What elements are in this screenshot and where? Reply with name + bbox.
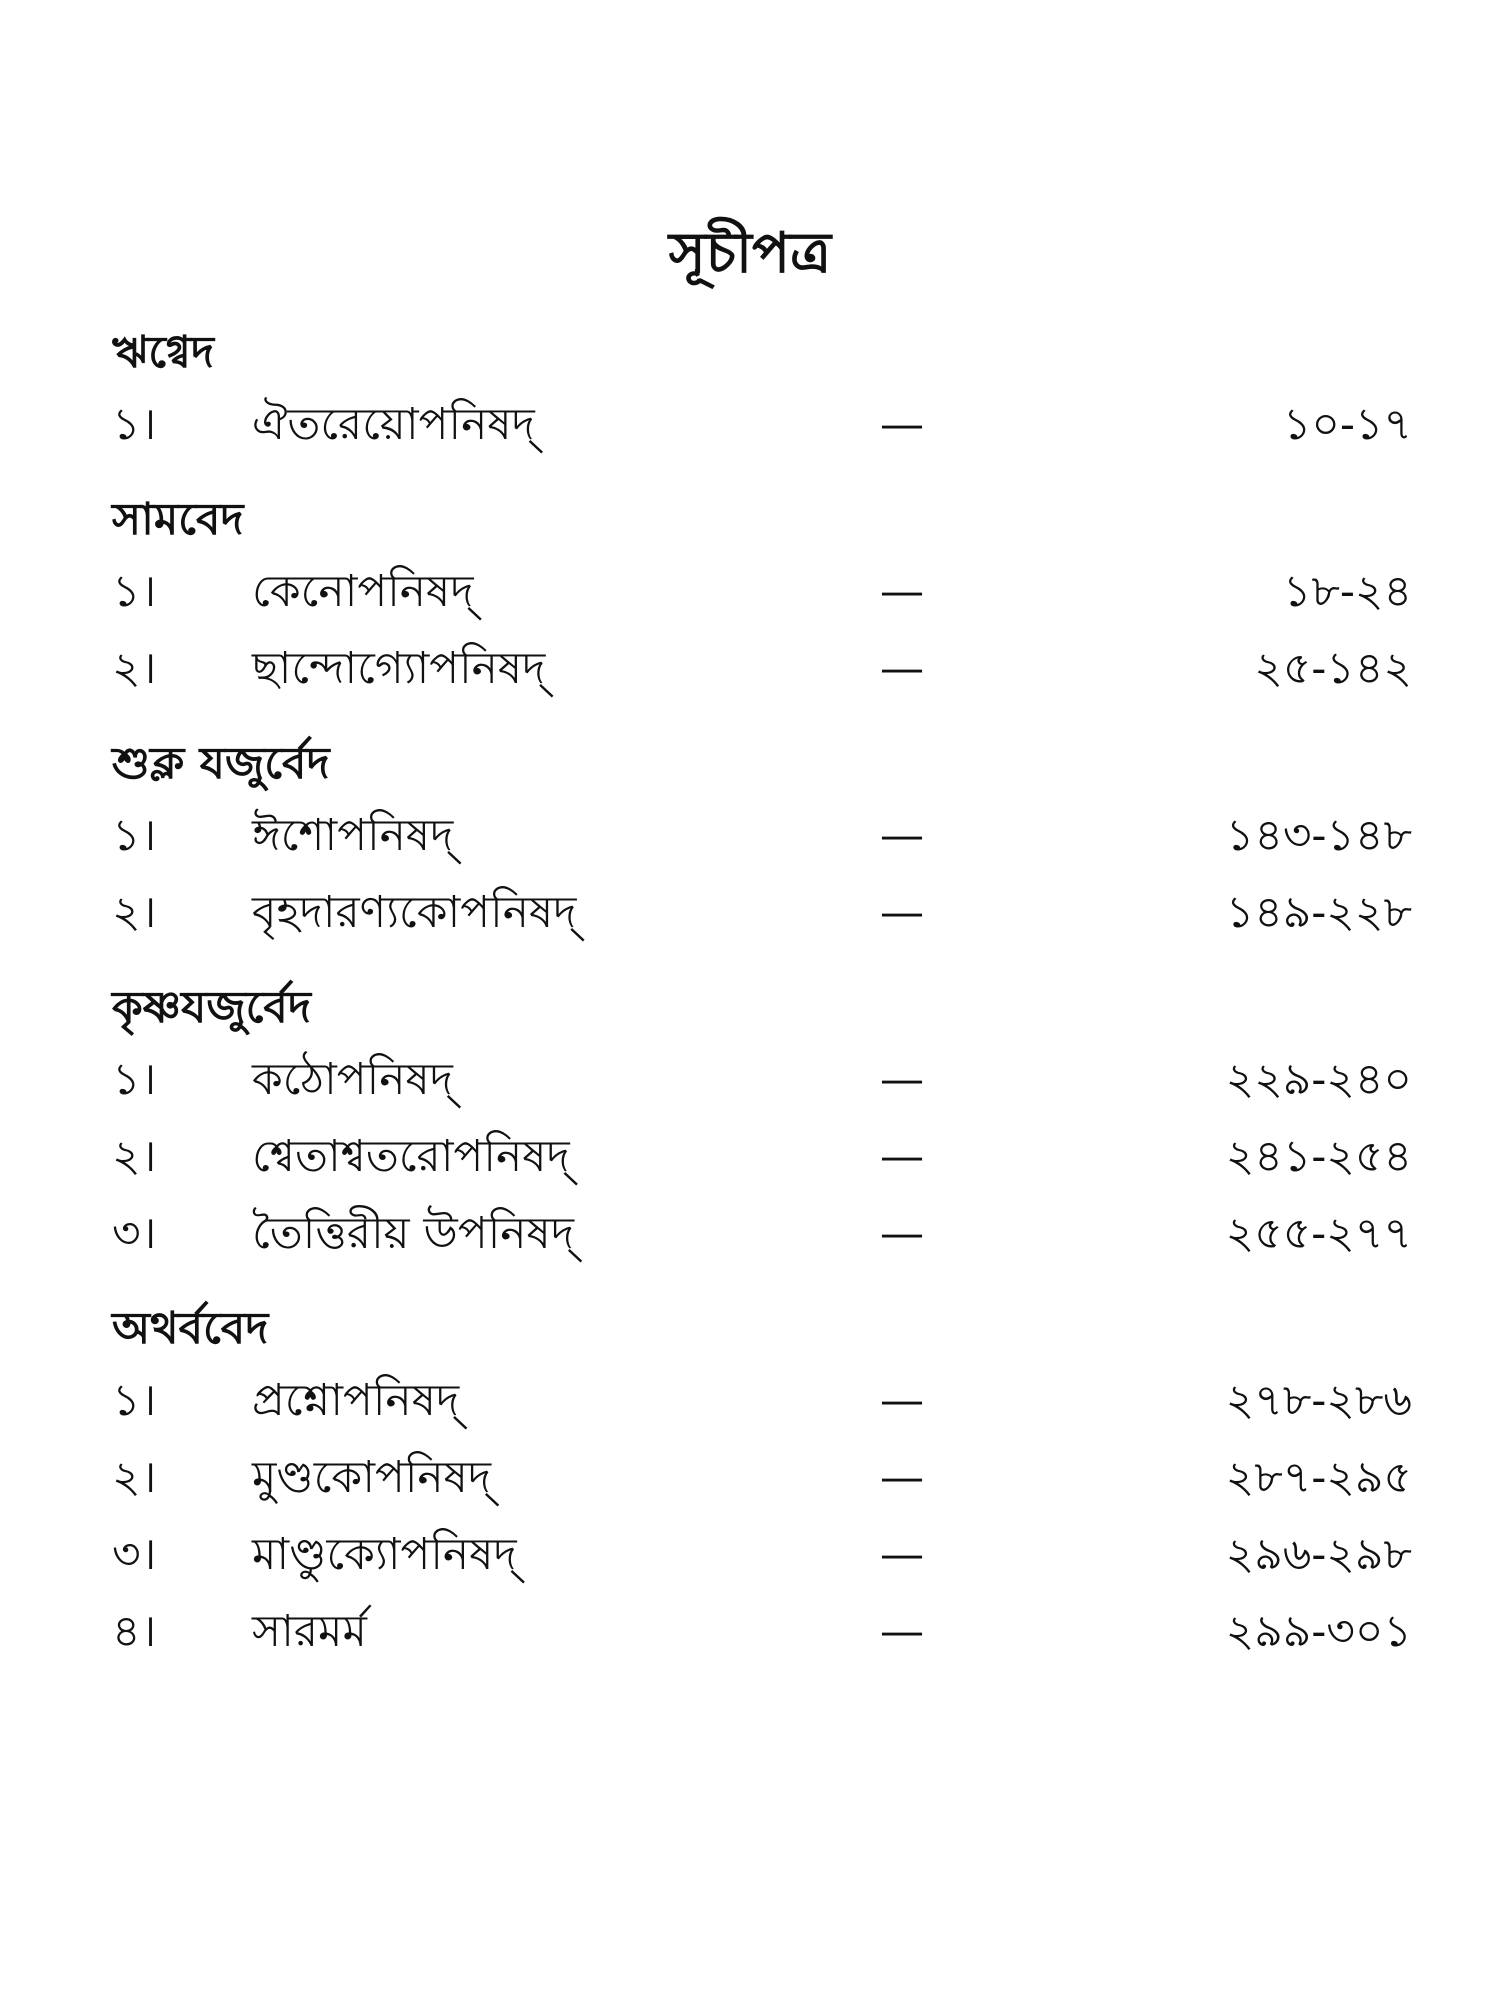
entry-number: ৩।: [112, 1208, 157, 1259]
entry-pages: ১৮-২৪: [1282, 566, 1412, 617]
toc-entry: [112, 1593, 1412, 1670]
section-heading: অথর্ববেদ: [112, 1303, 269, 1354]
entry-dash: —: [880, 1606, 924, 1657]
entry-dash: —: [880, 1529, 924, 1580]
entry-number: ২।: [112, 887, 157, 938]
entry-number: ১।: [112, 566, 157, 617]
table-of-contents: [112, 320, 1412, 1694]
entry-number: ২।: [112, 1131, 157, 1182]
toc-section: [112, 731, 1412, 951]
entry-dash: —: [880, 887, 924, 938]
entry-title: কেনোপনিষদ্: [252, 566, 474, 617]
toc-entry: [112, 797, 1412, 874]
section-heading: সামবেদ: [112, 494, 244, 545]
entry-pages: ২৭৮-২৮৬: [1225, 1375, 1412, 1426]
toc-section: [112, 1296, 1412, 1670]
section-heading: ঋগ্বেদ: [112, 327, 214, 378]
entry-title: মুণ্ডকোপনিষদ্: [252, 1452, 492, 1503]
toc-section: [112, 320, 1412, 463]
entry-title: কঠোপনিষদ্: [252, 1054, 453, 1105]
toc-entry: [112, 386, 1412, 463]
toc-entry: [112, 874, 1412, 951]
entry-pages: ২৪১-২৫৪: [1225, 1131, 1412, 1182]
entry-pages: ২৫-১৪২: [1254, 643, 1412, 694]
entry-pages: ২৯৯-৩০১: [1225, 1606, 1412, 1657]
entry-title: সারমর্ম: [252, 1606, 367, 1657]
section-heading: শুক্ল যজুর্বেদ: [112, 738, 330, 789]
entry-number: ২।: [112, 643, 157, 694]
entry-pages: ১০-১৭: [1282, 399, 1412, 450]
toc-entry: [112, 1362, 1412, 1439]
entry-dash: —: [880, 1131, 924, 1182]
entry-pages: ২৯৬-২৯৮: [1225, 1529, 1412, 1580]
entry-number: ১।: [112, 810, 157, 861]
toc-section: [112, 487, 1412, 707]
entry-title: প্রশ্নোপনিষদ্: [252, 1375, 460, 1426]
toc-entry: [112, 630, 1412, 707]
toc-entry: [112, 1195, 1412, 1272]
entry-number: ৩।: [112, 1529, 157, 1580]
entry-number: ১।: [112, 1375, 157, 1426]
entry-pages: ২৮৭-২৯৫: [1225, 1452, 1412, 1503]
toc-entry: [112, 1516, 1412, 1593]
section-heading: কৃষ্ণযজুর্বেদ: [112, 982, 312, 1033]
toc-section: [112, 975, 1412, 1272]
entry-dash: —: [880, 566, 924, 617]
entry-title: তৈত্তিরীয় উপনিষদ্: [252, 1208, 574, 1259]
entry-pages: ২৫৫-২৭৭: [1225, 1208, 1412, 1259]
toc-entry: [112, 1041, 1412, 1118]
entry-dash: —: [880, 1054, 924, 1105]
entry-number: ৪।: [112, 1606, 157, 1657]
entry-number: ২।: [112, 1452, 157, 1503]
entry-title: ছান্দোগ্যোপনিষদ্: [252, 643, 546, 694]
entry-title: বৃহদারণ্যকোপনিষদ্: [252, 887, 577, 938]
entry-dash: —: [880, 1208, 924, 1259]
entry-number: ১।: [112, 1054, 157, 1105]
entry-pages: ১৪৯-২২৮: [1225, 887, 1412, 938]
entry-title: মাণ্ডুক্যোপনিষদ্: [252, 1529, 517, 1580]
page-title: সূচীপত্র: [668, 220, 832, 286]
entry-pages: ২২৯-২৪০: [1225, 1054, 1412, 1105]
entry-dash: —: [880, 643, 924, 694]
entry-dash: —: [880, 1375, 924, 1426]
entry-title: ঐতরেয়োপনিষদ্: [252, 399, 535, 450]
toc-entry: [112, 1118, 1412, 1195]
toc-entry: [112, 553, 1412, 630]
entry-title: ঈশোপনিষদ্: [252, 810, 454, 861]
entry-number: ১।: [112, 399, 157, 450]
toc-entry: [112, 1439, 1412, 1516]
entry-dash: —: [880, 810, 924, 861]
entry-dash: —: [880, 1452, 924, 1503]
entry-pages: ১৪৩-১৪৮: [1225, 810, 1412, 861]
entry-dash: —: [880, 399, 924, 450]
entry-title: শ্বেতাশ্বতরোপনিষদ্: [252, 1131, 570, 1182]
